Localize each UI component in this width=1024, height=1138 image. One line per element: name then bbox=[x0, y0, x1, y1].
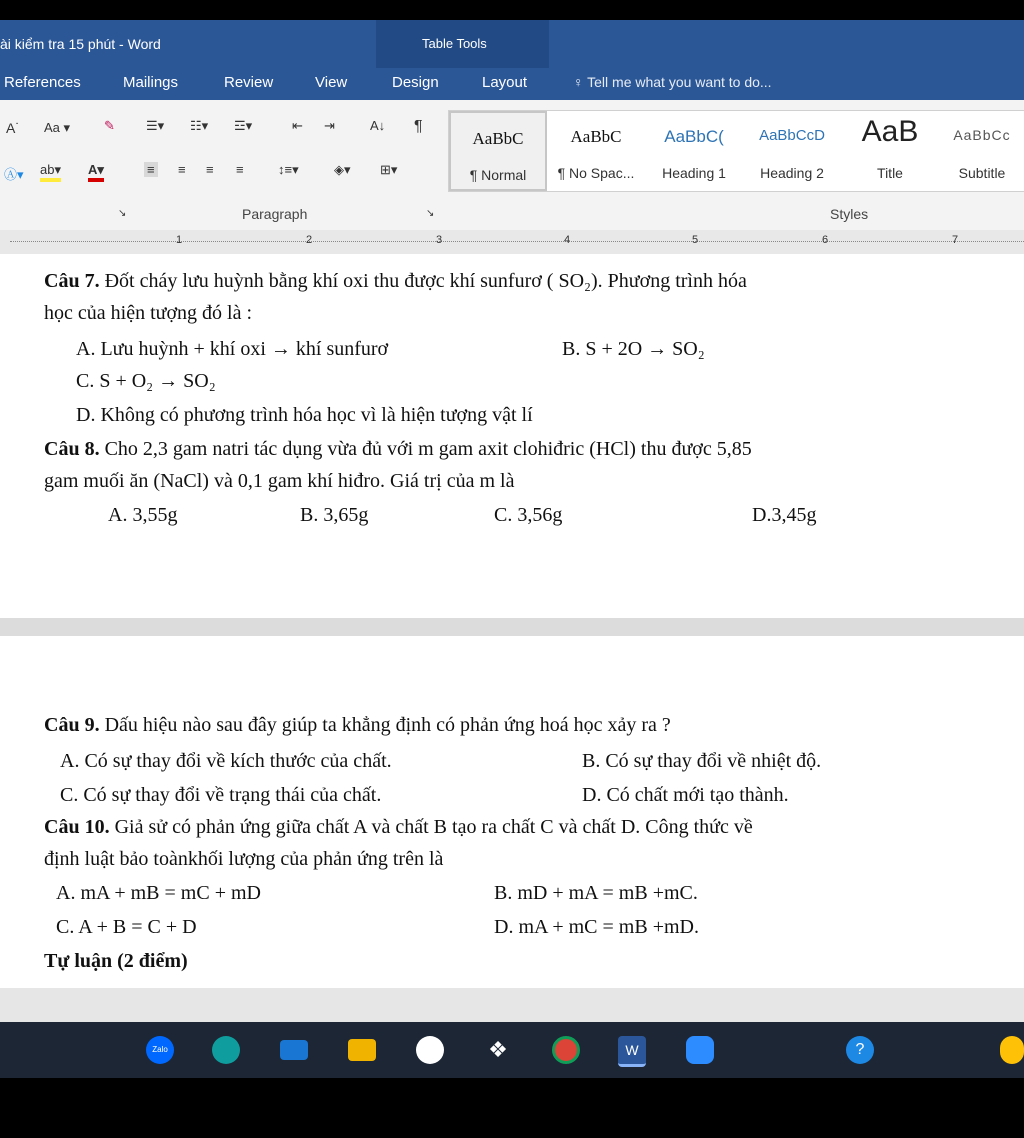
lightbulb-icon: ♀ bbox=[573, 74, 588, 90]
edge-icon[interactable] bbox=[212, 1036, 240, 1064]
q9-option-a: A. Có sự thay đổi về kích thước của chất. bbox=[60, 750, 392, 772]
q8-option-a: A. 3,55g bbox=[108, 504, 178, 526]
numbering-icon[interactable]: ☷▾ bbox=[190, 118, 209, 133]
question-9 bbox=[44, 714, 671, 737]
q7-option-d: D. Không có phương trình hóa học vì là hiện tượng vật lí bbox=[76, 404, 533, 426]
grow-font-icon[interactable]: A˙ bbox=[6, 120, 20, 136]
style-label: Title bbox=[877, 165, 903, 181]
shading-icon[interactable]: ◈▾ bbox=[334, 162, 351, 177]
question-7-number: Câu 7. bbox=[44, 270, 100, 292]
tell-me-box[interactable] bbox=[573, 74, 772, 90]
style-label: ¶ No Spac... bbox=[557, 165, 635, 181]
question-8-number: Câu 8. bbox=[44, 438, 100, 460]
zalo-icon[interactable] bbox=[146, 1036, 174, 1064]
styles-gallery bbox=[448, 110, 1024, 192]
tab-layout[interactable]: Layout bbox=[482, 74, 528, 91]
question-10-text-2: định luật bảo toànkhối lượng của phản ứng trên là bbox=[44, 848, 444, 870]
document-page-1[interactable] bbox=[0, 254, 1024, 618]
q10-option-d: D. mA + mC = mB +mD. bbox=[494, 916, 699, 938]
highlight-icon[interactable]: ab▾ bbox=[40, 162, 61, 182]
q10-option-b: B. mD + mA = mB +mC. bbox=[494, 882, 698, 904]
style-heading-2[interactable] bbox=[743, 111, 841, 191]
style-preview: AaB bbox=[861, 115, 919, 148]
dropbox-icon[interactable]: ❖ bbox=[488, 1037, 508, 1062]
question-7-text-2: học của hiện tượng đó là : bbox=[44, 302, 253, 324]
question-9-number: Câu 9. bbox=[44, 714, 100, 736]
style-normal[interactable] bbox=[449, 111, 547, 191]
horizontal-ruler[interactable] bbox=[0, 230, 1024, 255]
style-preview: AaBbC bbox=[570, 127, 622, 146]
q10-option-a: A. mA + mB = mC + mD bbox=[56, 882, 261, 904]
multilevel-list-icon[interactable]: ☲▾ bbox=[234, 118, 253, 133]
style-label: ¶ Normal bbox=[469, 167, 527, 183]
page-break-gap bbox=[0, 618, 1024, 636]
ruler-mark: 1 bbox=[176, 234, 183, 246]
screen-bottom-edge bbox=[0, 1078, 1024, 1138]
explorer-icon[interactable] bbox=[348, 1039, 376, 1061]
ribbon-tabs bbox=[0, 68, 1024, 100]
document-page-2[interactable] bbox=[0, 636, 1024, 988]
bullets-icon[interactable]: ☰▾ bbox=[146, 118, 165, 133]
question-8-text-2: gam muối ăn (NaCl) và 0,1 gam khí hiđro. Giá trị của m là bbox=[44, 470, 515, 492]
weather-icon[interactable] bbox=[1000, 1036, 1024, 1064]
style-preview: AaBbCcD bbox=[759, 127, 825, 144]
tab-design[interactable]: Design bbox=[392, 74, 439, 91]
ruler-mark: 6 bbox=[822, 234, 829, 246]
word-icon[interactable]: W bbox=[618, 1036, 646, 1067]
ruler-mark: 4 bbox=[564, 234, 571, 246]
align-center-icon[interactable]: ≡ bbox=[178, 162, 186, 177]
style-preview: AaBbC( bbox=[664, 127, 724, 146]
text-effects-icon[interactable]: Ⓐ▾ bbox=[4, 167, 24, 182]
mail-icon[interactable] bbox=[280, 1040, 308, 1060]
chrome-icon[interactable] bbox=[552, 1036, 580, 1064]
change-case-label: Aa bbox=[44, 120, 60, 135]
font-launcher-icon[interactable]: ↘ bbox=[118, 208, 127, 219]
q10-option-c: C. A + B = C + D bbox=[56, 916, 197, 938]
question-8 bbox=[44, 438, 752, 461]
zalo-label: Zalo bbox=[152, 1045, 168, 1054]
borders-icon[interactable]: ⊞▾ bbox=[380, 162, 398, 177]
tab-review[interactable]: Review bbox=[224, 74, 274, 91]
style-label: Heading 1 bbox=[662, 165, 726, 181]
essay-heading: Tự luận (2 điểm) bbox=[44, 950, 188, 972]
question-8-text: Cho 2,3 gam natri tác dụng vừa đủ với m gam axit clohiđric (HCl) thu được 5,85 bbox=[99, 438, 752, 460]
align-left-icon[interactable]: ≡ bbox=[144, 162, 158, 177]
styles-group-label: Styles bbox=[830, 206, 869, 222]
q7-option-b: B. S + 2O → SO₂ bbox=[562, 338, 705, 360]
font-color-icon[interactable]: A▾ bbox=[88, 162, 104, 182]
ruler-track bbox=[10, 241, 1024, 242]
change-case-button[interactable]: Aa ▾ bbox=[44, 120, 71, 135]
question-10-number: Câu 10. bbox=[44, 816, 110, 838]
tell-me-text: Tell me what you want to do... bbox=[587, 74, 772, 90]
question-7 bbox=[44, 270, 747, 293]
style-title[interactable] bbox=[841, 111, 939, 191]
q7-option-a: A. Lưu huỳnh + khí oxi → khí sunfurơ bbox=[76, 338, 389, 360]
q8-option-c: C. 3,56g bbox=[494, 504, 563, 526]
q9-option-c: C. Có sự thay đổi về trạng thái của chất. bbox=[60, 784, 382, 806]
screen-top-edge bbox=[0, 0, 1024, 20]
ruler-mark: 7 bbox=[952, 234, 959, 246]
style-label: Subtitle bbox=[958, 165, 1006, 181]
paragraph-launcher-icon[interactable]: ↘ bbox=[426, 208, 435, 219]
question-7-text: Đốt cháy lưu huỳnh bằng khí oxi thu được khí sunfurơ ( SO₂). Phương trình hóa bbox=[99, 270, 747, 292]
question-9-text: Dấu hiệu nào sau đây giúp ta khẳng định có phản ứng hoá học xảy ra ? bbox=[99, 714, 671, 736]
window-title: ài kiểm tra 15 phút - Word bbox=[0, 36, 161, 52]
q7-option-c: C. S + O₂ → SO₂ bbox=[76, 370, 216, 392]
clear-format-icon[interactable]: ✎ bbox=[104, 118, 115, 133]
tab-view[interactable]: View bbox=[315, 74, 348, 91]
table-tools-label: Table Tools bbox=[422, 36, 487, 51]
question-10-text: Giả sử có phản ứng giữa chất A và chất B tạo ra chất C và chất D. Công thức về bbox=[109, 816, 753, 838]
q8-option-d: D.3,45g bbox=[752, 504, 817, 526]
tab-references[interactable]: References bbox=[4, 74, 81, 91]
status-area bbox=[0, 988, 1024, 1022]
decrease-indent-icon[interactable]: ⇤ bbox=[292, 118, 303, 133]
increase-indent-icon[interactable]: ⇥ bbox=[324, 118, 335, 133]
ruler-mark: 5 bbox=[692, 234, 699, 246]
ruler-mark: 2 bbox=[306, 234, 313, 246]
q9-option-d: D. Có chất mới tạo thành. bbox=[582, 784, 789, 806]
paragraph-group-label: Paragraph bbox=[242, 206, 308, 222]
show-marks-icon[interactable]: ¶ bbox=[414, 118, 423, 135]
help-icon[interactable]: ? bbox=[846, 1036, 874, 1064]
justify-icon[interactable]: ≡ bbox=[236, 162, 244, 177]
style-subtitle[interactable] bbox=[939, 111, 1024, 191]
ruler-mark: 3 bbox=[436, 234, 443, 246]
sort-icon[interactable]: A↓ bbox=[370, 118, 386, 133]
meet-icon[interactable] bbox=[686, 1036, 714, 1064]
style-no-spacing[interactable] bbox=[547, 111, 645, 191]
style-preview: AaBbC bbox=[472, 129, 524, 148]
q8-option-b: B. 3,65g bbox=[300, 504, 369, 526]
q9-option-b: B. Có sự thay đổi về nhiệt độ. bbox=[582, 750, 822, 772]
align-right-icon[interactable]: ≡ bbox=[206, 162, 214, 177]
tab-mailings[interactable]: Mailings bbox=[123, 74, 179, 91]
app-icon[interactable] bbox=[416, 1036, 444, 1064]
style-heading-1[interactable] bbox=[645, 111, 743, 191]
taskbar bbox=[0, 1022, 1024, 1078]
question-10 bbox=[44, 816, 753, 839]
style-label: Heading 2 bbox=[760, 165, 824, 181]
style-preview: AaBbCc bbox=[953, 127, 1011, 143]
line-spacing-icon[interactable]: ↕≡▾ bbox=[278, 162, 299, 177]
